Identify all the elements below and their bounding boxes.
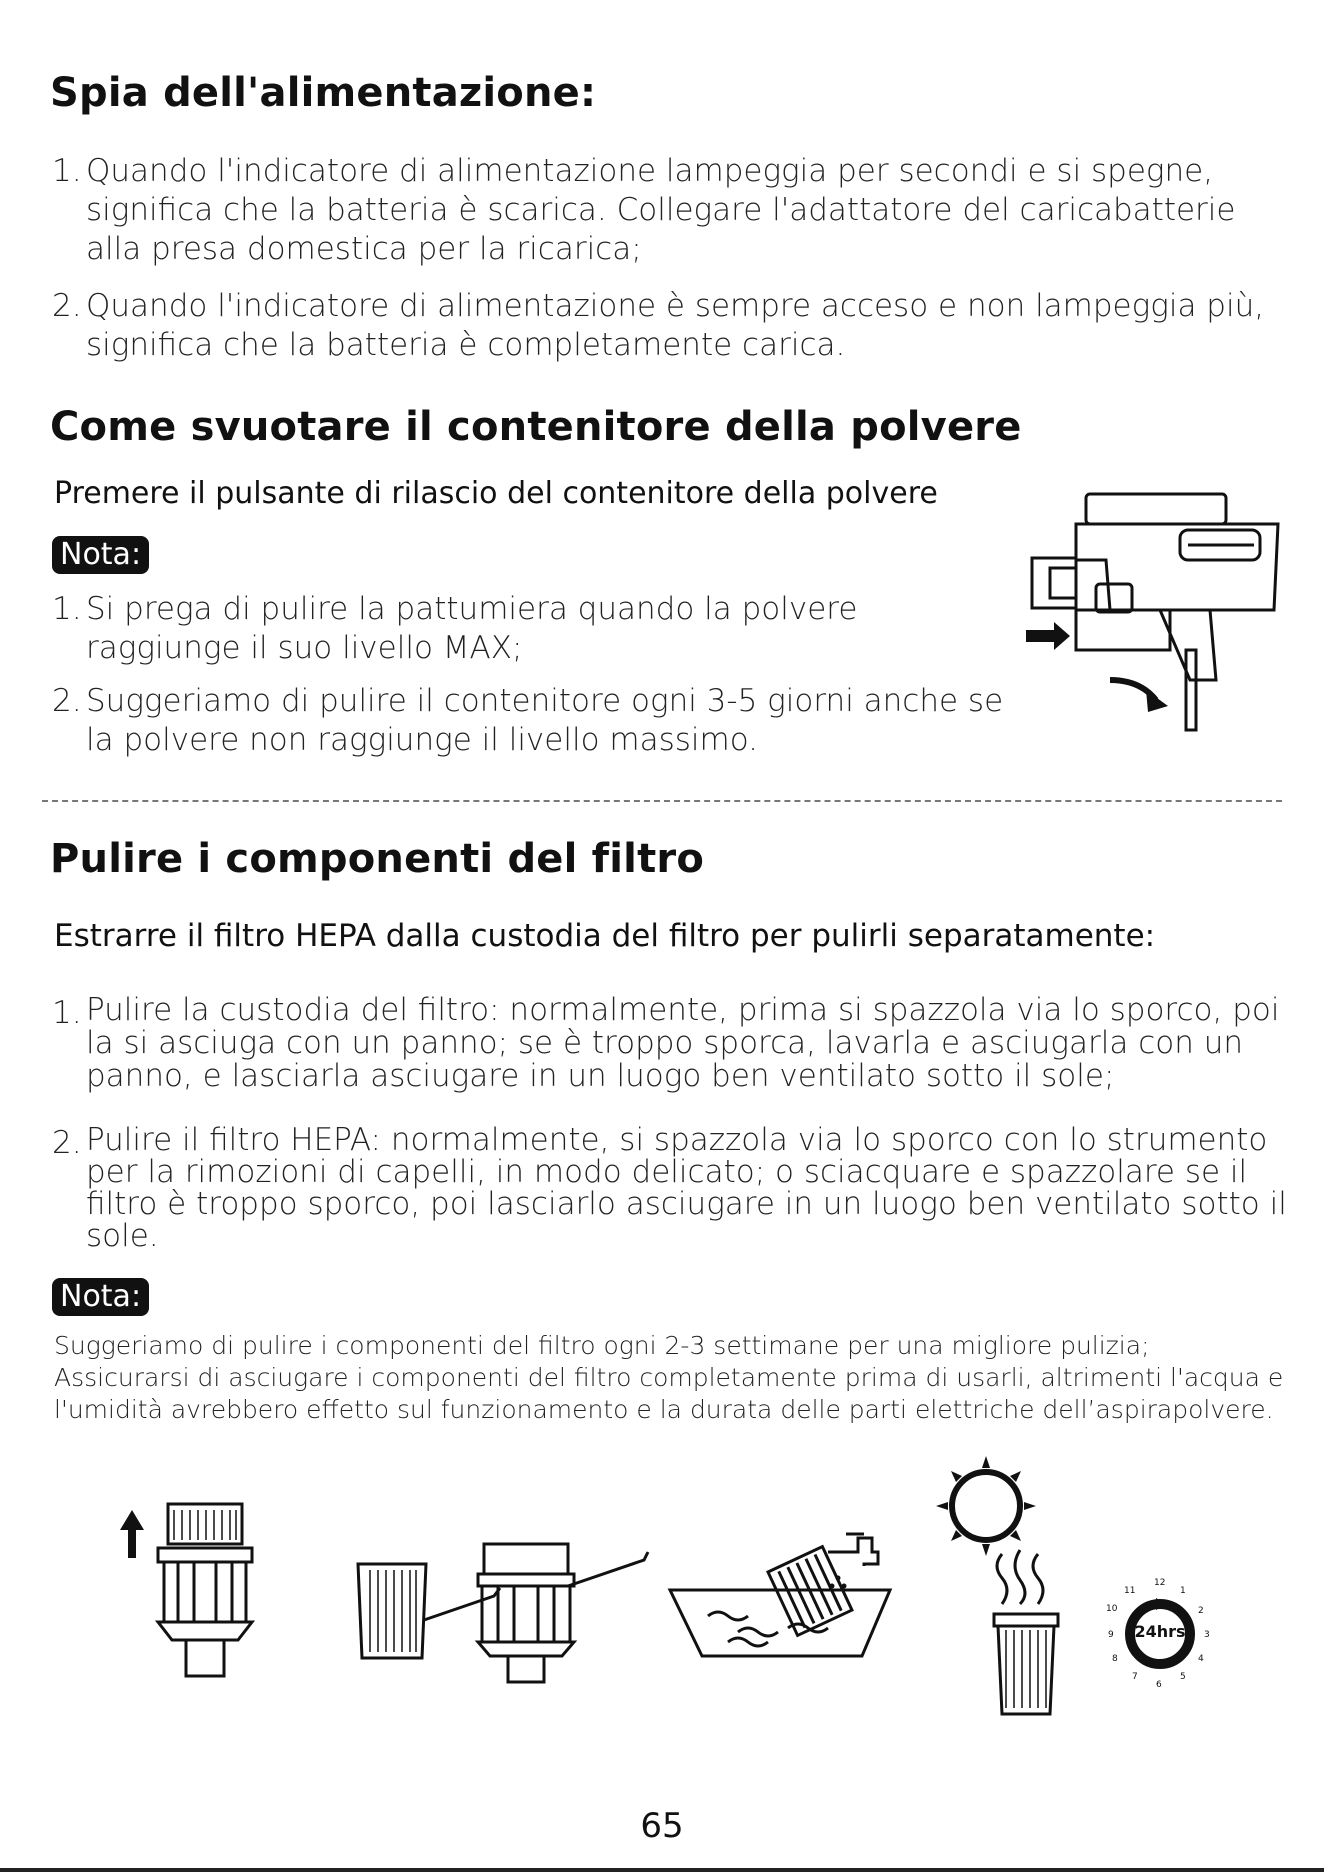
clock-number: 7 — [1132, 1672, 1138, 1682]
list-text: Si prega di pulire la pattumiera quando la polvere raggiunge il suo livello MAX; — [86, 591, 858, 666]
clock-number: 2 — [1198, 1606, 1204, 1616]
clock-number: 12 — [1154, 1578, 1166, 1588]
page-number: 65 — [640, 1806, 684, 1846]
list-text: Quando l'indicatore di alimentazione lampeggia per secondi e si spegne, significa che la batteria è scarica. Collegare l'adattatore del caricabatterie alla presa domestica per la ricarica; — [86, 153, 1236, 267]
list-number: 2. — [52, 683, 82, 719]
list-number: 1. — [52, 995, 82, 1031]
clock-number: 5 — [1180, 1672, 1186, 1682]
bottom-rule — [0, 1868, 1324, 1872]
list-text: Pulire il filtro HEPA: normalmente, si spazzola via lo sporco con lo strumento per la rimozioni di capelli, in modo delicato; o sciacquare e spazzolare se il filtro è troppo sporco, poi lasciarlo asciugare in un luogo ben ventilato sotto il sole. — [86, 1122, 1287, 1254]
clock-number: 3 — [1204, 1630, 1210, 1640]
clock-label: 24hrs — [1134, 1622, 1186, 1641]
list-item — [52, 287, 1292, 365]
list-text: Quando l'indicatore di alimentazione è sempre acceso e non lampeggia più, significa che la batteria è completamente carica. — [86, 288, 1265, 363]
section-title-clean-filter: Pulire i componenti del filtro — [50, 836, 705, 882]
section-title-power-indicator: Spia dell'alimentazione: — [50, 70, 597, 116]
filter-sun-dry-icon — [946, 1454, 1086, 1714]
clock-24hrs-icon — [1100, 1574, 1220, 1694]
section-divider — [42, 800, 1282, 802]
list-item — [52, 994, 1302, 1093]
list-item — [52, 152, 1292, 269]
list-item — [52, 590, 1012, 668]
clock-number: 1 — [1180, 1586, 1186, 1596]
list-text: Pulire la custodia del filtro: normalmente, prima si spazzola via lo sporco, poi la si asciuga con un panno; se è troppo sporca, lavarla e asciugarla con un panno, e lasciarla asciugare in un luogo ben ventilato sotto il sole; — [86, 992, 1280, 1094]
list-number: 1. — [52, 153, 82, 189]
vacuum-dust-release-icon — [1010, 480, 1300, 750]
note-badge: Nota: — [52, 1278, 149, 1316]
filter-separate-icon — [354, 1536, 654, 1686]
list-number: 1. — [52, 591, 82, 627]
list-item — [52, 1124, 1302, 1252]
note-text: Suggeriamo di pulire i componenti del filtro ogni 2-3 settimane per una migliore pulizia; Assicurarsi di asciugare i componenti del filtro completamente prima di usarli, altrimenti l'acqua e l'umidità avrebbero effetto sul funzionamento e la durata delle parti elettriche dell’aspirapolvere. — [54, 1331, 1284, 1424]
list-text: Suggeriamo di pulire il contenitore ogni 3-5 giorni anche se la polvere non raggiunge il livello massimo. — [86, 683, 1004, 758]
clock-number: 9 — [1108, 1630, 1114, 1640]
list-number: 2. — [52, 1125, 82, 1161]
section-title-empty-dust-bin: Come svuotare il contenitore della polvere — [50, 404, 1022, 450]
list-number: 2. — [52, 288, 82, 324]
clock-number: 11 — [1124, 1586, 1136, 1596]
clock-number: 8 — [1112, 1654, 1118, 1664]
clock-number: 10 — [1106, 1604, 1118, 1614]
filter-wash-icon — [668, 1524, 898, 1664]
clock-number: 6 — [1156, 1680, 1162, 1690]
filter-remove-icon — [108, 1500, 258, 1680]
section-subtitle: Estrarre il filtro HEPA dalla custodia del filtro per pulirli separatamente: — [54, 918, 1156, 954]
section-subtitle: Premere il pulsante di rilascio del contenitore della polvere — [54, 476, 938, 511]
list-item — [52, 682, 1012, 760]
note-badge: Nota: — [52, 536, 149, 574]
clock-number: 4 — [1198, 1654, 1204, 1664]
